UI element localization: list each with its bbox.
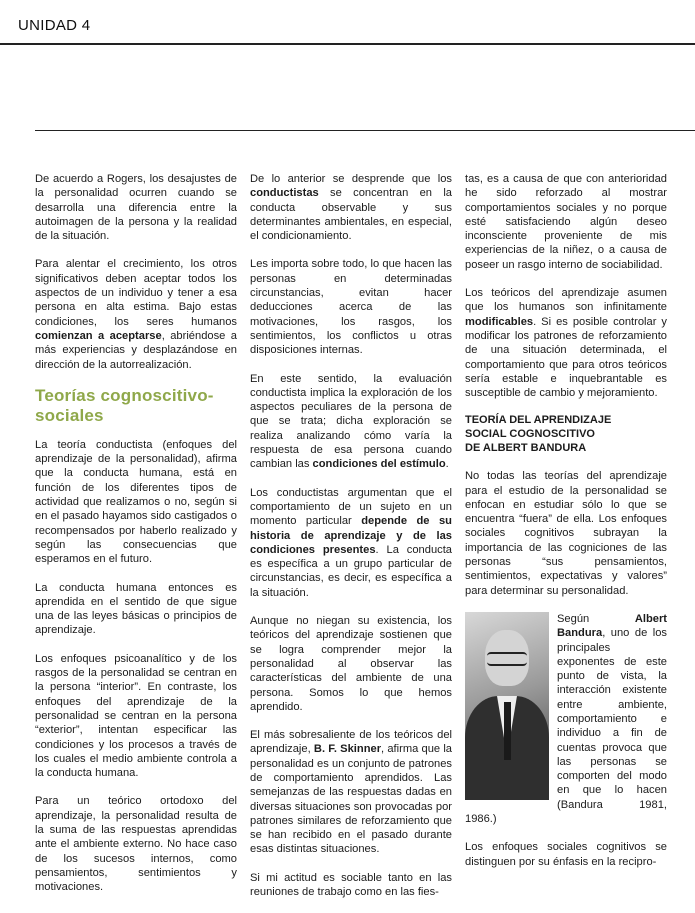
paragraph: Los enfoques psicoanalítico y de los rasgos de la personalidad se centran en la persona “interior”. En contraste, los enfoques del aprendizaje de la personalidad se centran en la persona “exterior”, intentan especificar las condiciones y los procesos a través de los cuales el medio ambiente controla a la conducta humana. [35, 652, 237, 780]
paragraph: Para alentar el crecimiento, los otros significativos deben aceptar todos los aspectos de un individuo y tener a esa persona en alta estima. Bajo estas condiciones, los seres humanos comienzan a aceptarse, abriéndose a más experiencias y desplazándose en dirección de la autorrealización. [35, 258, 237, 371]
unit-label: UNIDAD 4 [18, 17, 91, 34]
bold-term: modificables [465, 315, 534, 328]
bold-term: depende de su historia de aprendizaje y de las condiciones presentes [250, 515, 452, 556]
paragraph: Si mi actitud es sociable tanto en las reuniones de trabajo como en las fies- [250, 871, 452, 899]
paragraph: De acuerdo a Rogers, los desajustes de la personalidad ocurren cuando se desarrolla una diferencia entre la autoimagen de la persona y la realidad de la situación. [35, 173, 237, 243]
paragraph: En este sentido, la evaluación conductista implica la exploración de los aspectos peculiares de la persona de que se trata; dicha exploración se realiza analizando cómo varía la respuesta de esa persona cuando cambian las condiciones del estímulo. [250, 372, 452, 471]
paragraph: No todas las teorías del aprendizaje para el estudio de la personalidad se enfocan en estudiar sólo lo que se encuentra “fuera” de ella. Los enfoques sociales cognitivos subrayan la importancia de las cogniciones de las personas “sus pensamientos, sentimientos, expectativas y valores” para determinar su personalidad. [465, 470, 667, 597]
bold-term: conductistas [250, 187, 319, 200]
paragraph: La conducta humana entonces es aprendida en el sentido de que sigue una de las leyes básicas o principios de aprendizaje. [35, 581, 237, 637]
paragraph: Según Albert Bandura, uno de los principales exponentes de este punto de vista, la interacción existente entre ambiente, comportamiento e individuo a fin de cuentas provoca que las personas se comporten del modo en que lo hacen (Bandura 1981, 1986.) [465, 612, 667, 826]
top-rule [0, 43, 695, 45]
subsection-heading: TEORÍA DEL APRENDIZAJE SOCIAL COGNOSCITIVO DE ALBERT BANDURA [465, 414, 612, 454]
section-rule [35, 130, 695, 131]
paragraph: La teoría conductista (enfoques del aprendizaje de la personalidad), afirma que la conducta humana, está en función de los diferentes tipos de actividad que realizamos o no, según si en el pasado hayamos sido castigados o recompensados por haberlo realizado y según las consecuencias que esperamos en el futuro. [35, 438, 237, 566]
albert-bandura-photo [465, 612, 549, 800]
bold-term: condiciones del estímulo [312, 458, 446, 471]
column-3 [465, 172, 667, 883]
bandura-block [465, 612, 667, 826]
paragraph: Aunque no niegan su existencia, los teóricos del aprendizaje sostienen que se logra comprender mejor la personalidad al observar las características del ambiente de una persona. Somos lo que hemos aprendido. [250, 615, 452, 713]
paragraph: Les importa sobre todo, lo que hacen las personas en determinadas circunstancias, evitan hacer deducciones acerca de las motivaciones, los rasgos, los sentimientos, los conflictos u otras disposiciones internas. [250, 258, 452, 357]
paragraph: El más sobresaliente de los teóricos del aprendizaje, B. F. Skinner, afirma que la personalidad es un conjunto de patrones de comportamiento aprendidos. Las semejanzas de las respuestas dadas en diversas situaciones son provocadas por patrones similares de reforzamiento que se han recibido en el pasado durante esas distintas situaciones. [250, 729, 452, 856]
paragraph: tas, es a causa de que con anterioridad he sido reforzado al mostrar comportamientos sociales y no porque esté satisfaciendo algún deseo inconsciente proveniente de mis experiencias de la niñez, o a causa de poseer un rasgo interno de sociabilidad. [465, 173, 667, 271]
paragraph: De lo anterior se desprende que los conductistas se concentran en la conducta observable y sus determinantes ambientales, en especial, el condicionamiento. [250, 173, 452, 243]
bold-term: comienzan a aceptarse [35, 329, 162, 342]
bold-term: B. F. Skinner [313, 743, 382, 756]
paragraph: Los enfoques sociales cognitivos se distinguen por su énfasis en la recipro- [465, 841, 667, 868]
paragraph: Los conductistas argumentan que el comportamiento de un sujeto en un momento particular depende de su historia de aprendizaje y de las condiciones presentes. La conducta es específica a un grupo particular de circunstancias, es decir, es específica a la situación. [250, 486, 452, 599]
column-1 [35, 172, 237, 908]
section-heading: Teorías cognoscitivo-sociales [35, 385, 214, 425]
paragraph: Los teóricos del aprendizaje asumen que los humanos son infinitamente modificables. Si es posible controlar y modificar los patrones de reforzamiento de una situación determinada, el comportamiento que para otros teóricos sería estable e inquebrantable es susceptible de cambio y mejoramiento. [465, 287, 667, 400]
paragraph: Para un teórico ortodoxo del aprendizaje, la personalidad resulta de la suma de las respuestas aprendidas ante el ambiente externo. No hace caso de los sucesos internos, como pensamientos, sentimientos y motivaciones. [35, 795, 237, 894]
bold-term: Albert Bandura [557, 612, 667, 640]
column-2 [250, 172, 452, 913]
